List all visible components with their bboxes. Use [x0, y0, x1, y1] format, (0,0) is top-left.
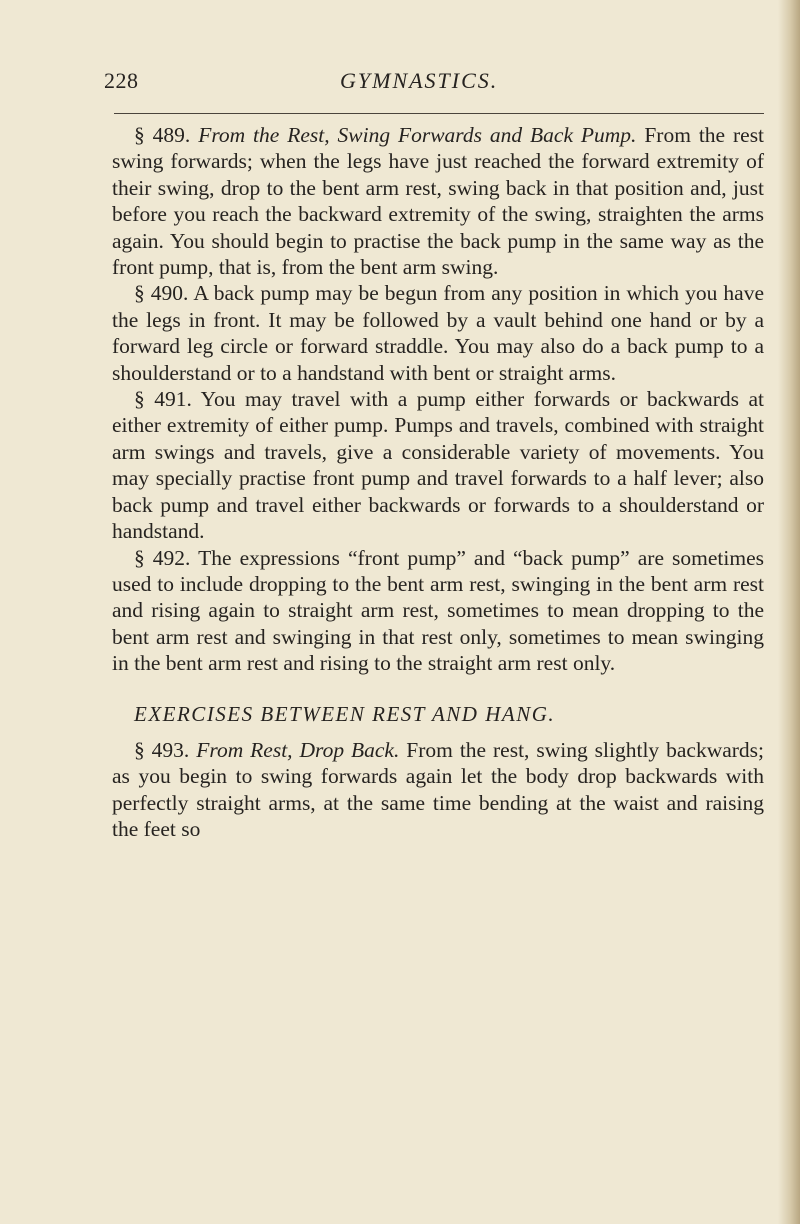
page-header [104, 68, 764, 102]
paragraph-493 [112, 737, 764, 843]
paragraph-title: From the Rest, Swing Forwards and Back Pump. [198, 123, 637, 147]
page-number: 228 [104, 68, 139, 93]
paragraph-492 [112, 545, 764, 677]
paragraph-title: From Rest, Drop Back. [196, 737, 400, 762]
section-number: § 491. [134, 387, 192, 412]
paragraph-490 [112, 280, 764, 386]
paragraph-489 [112, 122, 764, 280]
page-edge-shadow [778, 0, 800, 1224]
paragraph-text: The expressions “front pump” and “back pump” are sometimes used to include dropping to the bent arm rest, swinging in the bent arm rest and rising again to straight arm rest, sometimes to mean dropping to the bent arm rest and swinging in that rest only, sometimes to mean swinging in the bent arm rest and rising to the straight arm rest only. [112, 545, 765, 676]
paragraph-text: From the rest, swing slightly backwards; as you begin to swing forwards again let the body drop backwards with perfectly straight arms, at the same time bending at the waist and raising the feet so [112, 737, 765, 842]
header-rule [114, 113, 764, 114]
section-number: § 490. [134, 281, 189, 306]
paragraph-text: A back pump may be begun from any position in which you have the legs in front. It may be followed by a vault behind one hand or by a forward leg circle or forward straddle. You may also do a back pump to a shoulderstand or to a handstand with bent or straight arms. [112, 281, 764, 385]
section-number: § 492. [134, 545, 191, 570]
section-number: § 493. [134, 737, 190, 762]
paragraph-text: You may travel with a pump either forwards or backwards at either extremity of either pump. Pumps and travels, combined with straight arm swings and travels, give a considerable variety of movements. You may specially practise front pump and travel forwards to a half lever; also back pump and travel either backwards or forwards to a shoulderstand or handstand. [112, 387, 764, 544]
section-number: § 489. [134, 123, 191, 147]
paragraph-text: From the rest swing forwards; when the legs have just reached the forward extremity of their swing, drop to the bent arm rest, swing back in that position and, just before you reach the backward extremity of the swing, straighten the arms again. You should begin to practise the back pump in the same way as the front pump, that is, from the bent arm swing. [112, 123, 765, 280]
section-heading: EXERCISES BETWEEN REST AND HANG. [134, 701, 556, 726]
body-text [112, 122, 764, 843]
running-head: GYMNASTICS. [340, 68, 499, 93]
paragraph-491 [112, 386, 764, 544]
